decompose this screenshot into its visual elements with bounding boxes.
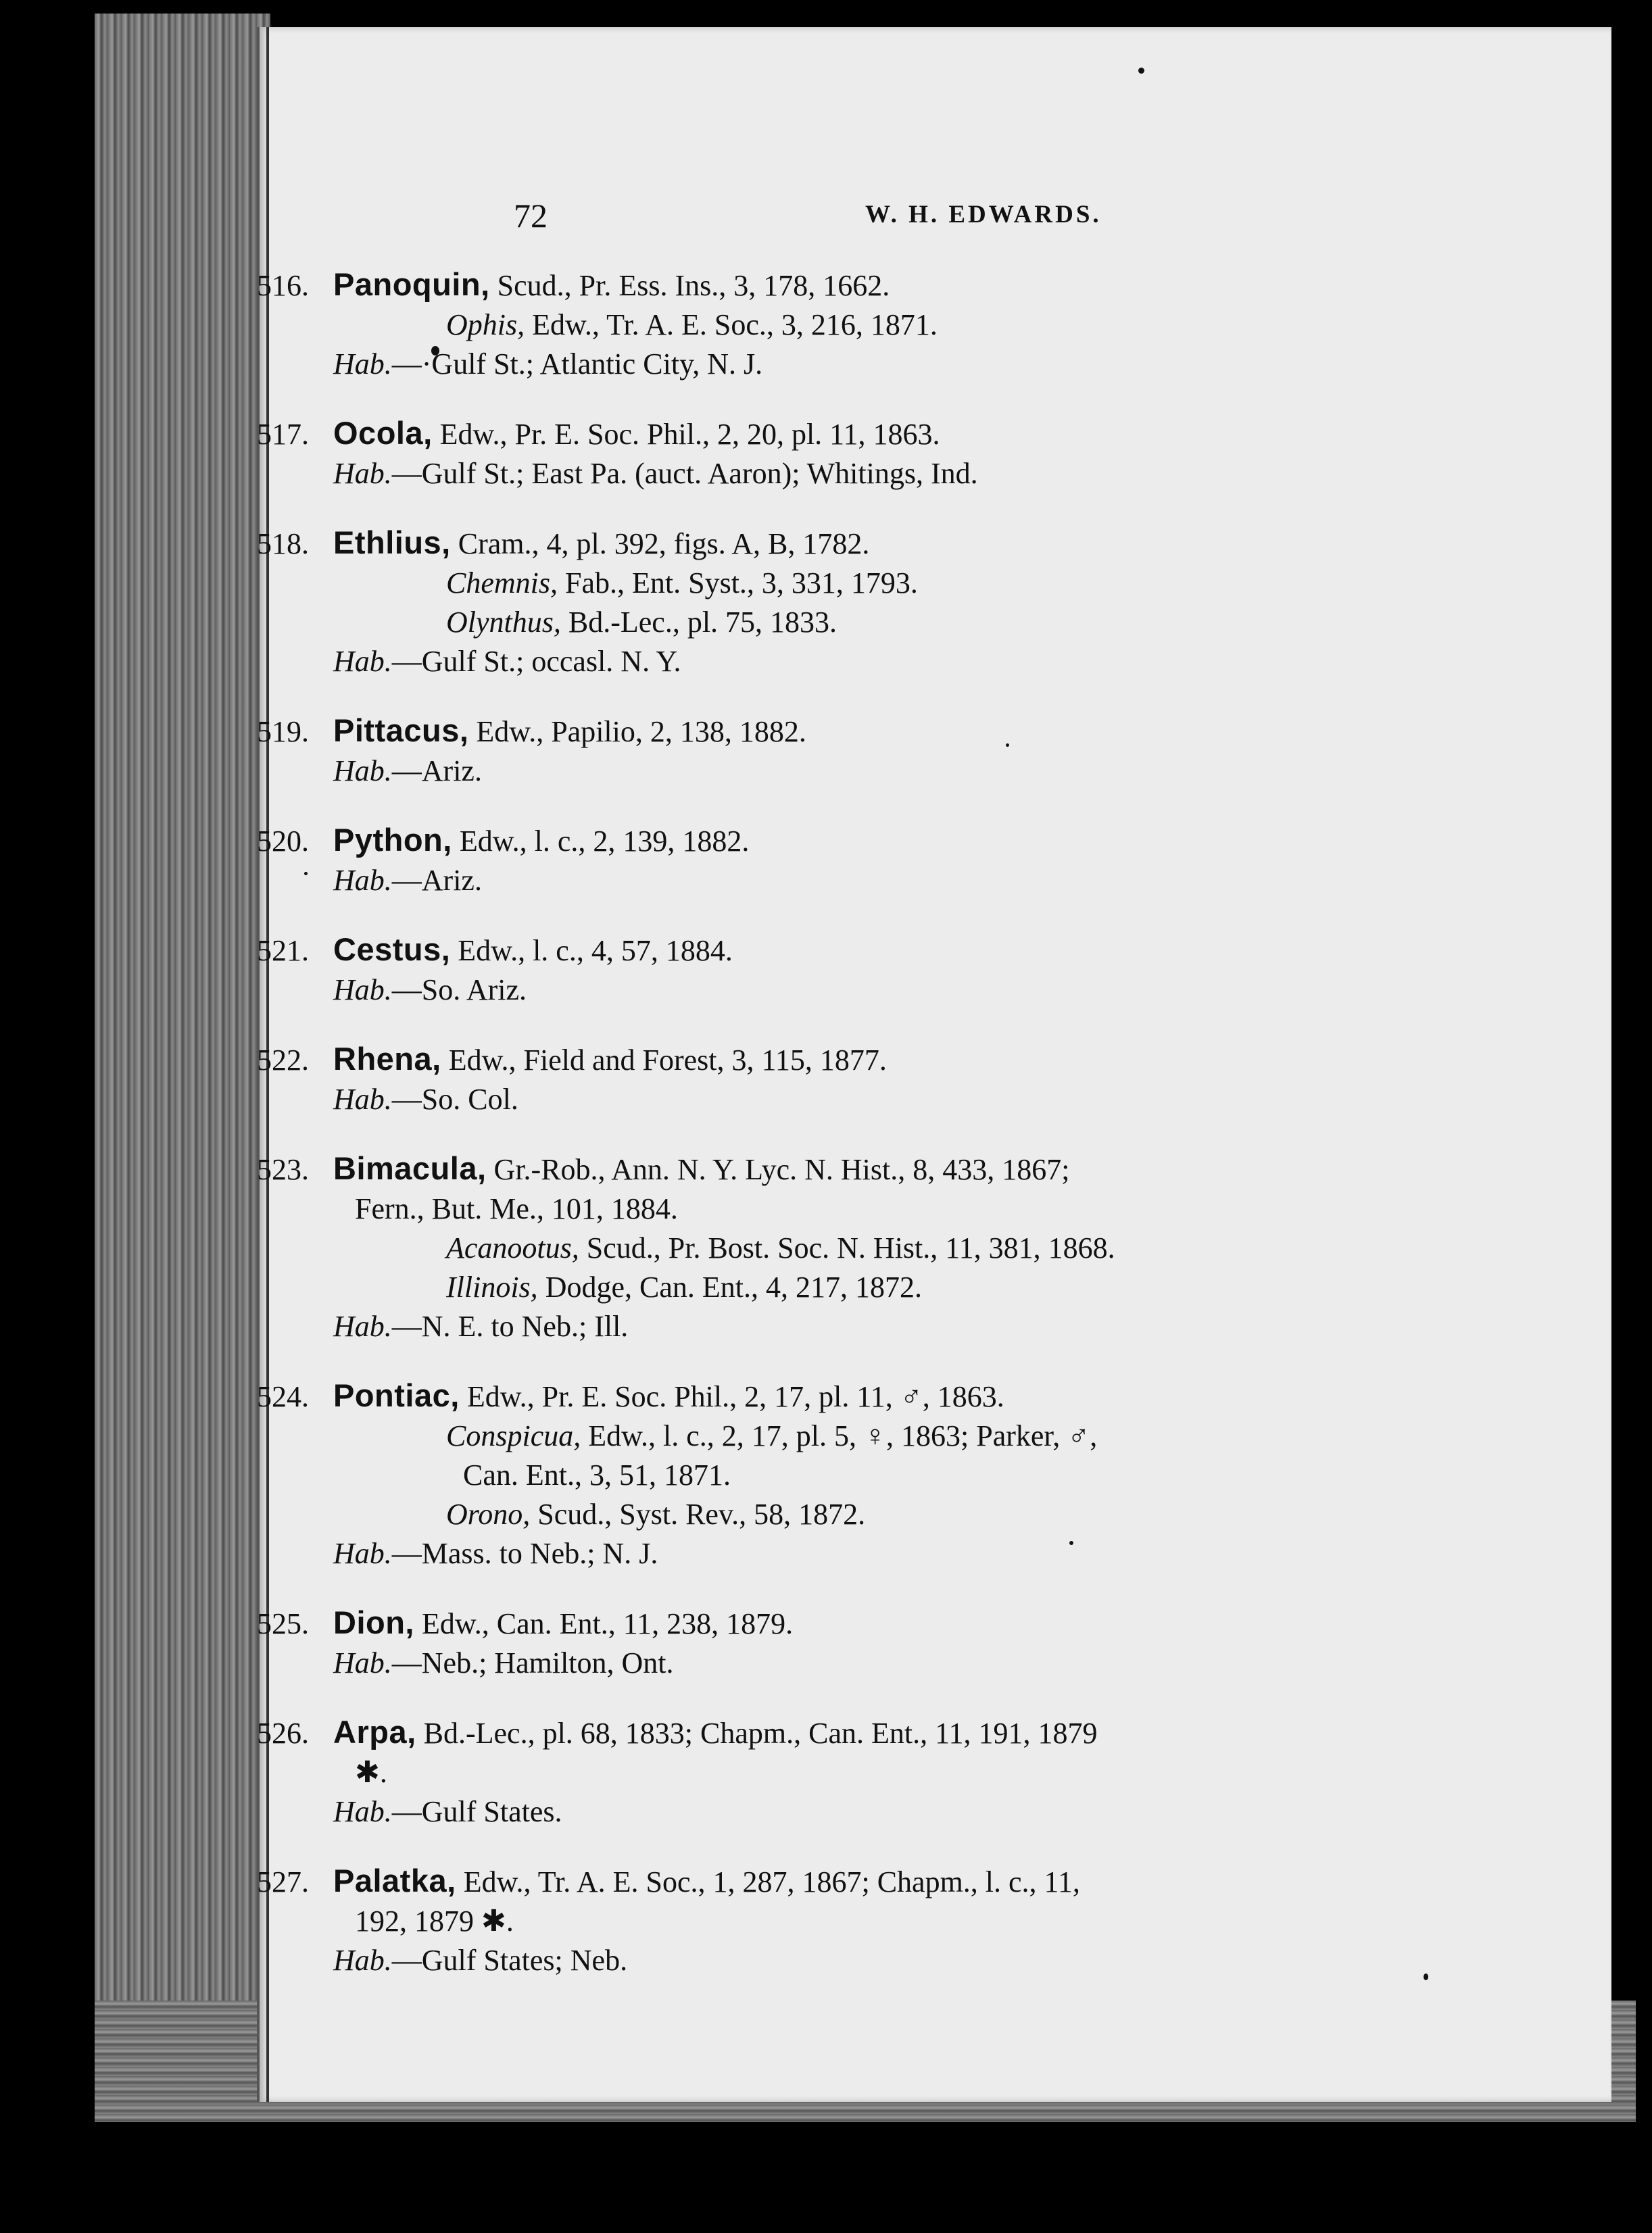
entry-number: 524. xyxy=(257,1380,309,1413)
species-name: Arpa, xyxy=(333,1714,416,1750)
species-entry xyxy=(257,820,1541,900)
entry-number: 527. xyxy=(257,1865,309,1898)
habitat-label: Hab. xyxy=(333,1310,392,1343)
habitat-text: —·Gulf St.; Atlantic City, N. J. xyxy=(391,347,763,381)
species-name: Cestus, xyxy=(333,931,451,967)
habitat-text: —Ariz. xyxy=(391,754,482,787)
synonym-citation: Bd.-Lec., pl. 75, 1833. xyxy=(560,606,837,639)
citation: Edw., Tr. A. E. Soc., 1, 287, 1867; Chapm., l. c., 11, xyxy=(456,1865,1080,1898)
species-name: Python, xyxy=(333,822,452,858)
citation: Edw., Pr. E. Soc. Phil., 2, 17, pl. 11, ♂, 1863. xyxy=(459,1380,1004,1413)
habitat-text: —N. E. to Neb.; Ill. xyxy=(391,1310,629,1343)
citation: Edw., Pr. E. Soc. Phil., 2, 20, pl. 11, 1863. xyxy=(432,418,940,451)
synonym-citation: Edw., Tr. A. E. Soc., 3, 216, 1871. xyxy=(525,308,938,341)
entry-number: 517. xyxy=(257,418,309,451)
habitat-label: Hab. xyxy=(333,973,392,1006)
synonym-name: Conspicua, xyxy=(446,1419,581,1452)
citation: Edw., l. c., 2, 139, 1882. xyxy=(452,825,750,858)
citation: Gr.-Rob., Ann. N. Y. Lyc. N. Hist., 8, 433, 1867; xyxy=(486,1153,1070,1186)
page-header xyxy=(257,196,1609,237)
species-entry xyxy=(257,1713,1541,1832)
species-entry xyxy=(257,414,1541,493)
habitat-label: Hab. xyxy=(333,645,392,678)
habitat-label: Hab. xyxy=(333,1795,392,1828)
entry-number: 522. xyxy=(257,1044,309,1077)
citation: Scud., Pr. Ess. Ins., 3, 178, 1662. xyxy=(489,269,890,302)
page-number: 72 xyxy=(514,197,548,235)
citation-continued: Fern., But. Me., 101, 1884. xyxy=(355,1192,678,1225)
habitat-label: Hab. xyxy=(333,864,392,897)
synonym-name: Acanootus, xyxy=(446,1231,579,1265)
citation: Edw., Can. Ent., 11, 238, 1879. xyxy=(414,1607,794,1640)
synonym-citation-continued: Can. Ent., 3, 51, 1871. xyxy=(463,1458,731,1492)
habitat-label: Hab. xyxy=(333,457,392,490)
synonym-name: Illinois, xyxy=(446,1271,538,1304)
habitat-label: Hab. xyxy=(333,1646,392,1679)
habitat-text: —Ariz. xyxy=(391,864,482,897)
entry-number: 526. xyxy=(257,1717,309,1750)
habitat-label: Hab. xyxy=(333,1944,392,1977)
species-entry xyxy=(257,1039,1541,1119)
citation: Edw., l. c., 4, 57, 1884. xyxy=(450,934,733,967)
entry-number: 519. xyxy=(257,715,309,748)
synonym-name: Ophis, xyxy=(446,308,525,341)
species-name: Pontiac, xyxy=(333,1377,460,1413)
habitat-label: Hab. xyxy=(333,347,392,381)
entry-number: 518. xyxy=(257,527,309,560)
citation-continued: 192, 1879 ✱. xyxy=(355,1905,514,1938)
species-name: Rhena, xyxy=(333,1041,441,1077)
synonym-citation: Fab., Ent. Syst., 3, 331, 1793. xyxy=(558,566,918,599)
running-head: W. H. EDWARDS. xyxy=(865,201,1102,228)
species-entry xyxy=(257,265,1541,384)
entry-number: 523. xyxy=(257,1153,309,1186)
habitat-text: —Mass. to Neb.; N. J. xyxy=(391,1537,658,1570)
habitat-text: —Gulf States; Neb. xyxy=(391,1944,628,1977)
citation: Cram., 4, pl. 392, figs. A, B, 1782. xyxy=(450,527,870,560)
species-name: Ocola, xyxy=(333,415,433,451)
species-entry xyxy=(257,1149,1541,1346)
citation: Bd.-Lec., pl. 68, 1833; Chapm., Can. Ent., 11, 191, 1879 xyxy=(416,1717,1098,1750)
synonym-name: Chemnis, xyxy=(446,566,558,599)
synonym-name: Olynthus, xyxy=(446,606,561,639)
species-name: Palatka, xyxy=(333,1863,456,1898)
entry-number: 520. xyxy=(257,825,309,858)
page-edge-stack xyxy=(95,14,270,2122)
synonym-citation: Dodge, Can. Ent., 4, 217, 1872. xyxy=(537,1271,922,1304)
citation: Edw., Field and Forest, 3, 115, 1877. xyxy=(441,1044,887,1077)
entry-number: 525. xyxy=(257,1607,309,1640)
habitat-text: —Gulf States. xyxy=(391,1795,562,1828)
habitat-text: —So. Ariz. xyxy=(391,973,527,1006)
species-entry xyxy=(257,930,1541,1010)
synonym-citation: Edw., l. c., 2, 17, pl. 5, ♀, 1863; Parker, ♂, xyxy=(581,1419,1098,1452)
habitat-text: —Gulf St.; East Pa. (auct. Aaron); Whitings, Ind. xyxy=(391,457,978,490)
synonym-citation: Scud., Syst. Rev., 58, 1872. xyxy=(530,1498,866,1531)
species-name: Bimacula, xyxy=(333,1150,487,1186)
citation-continued: ✱. xyxy=(355,1756,387,1789)
habitat-text: —So. Col. xyxy=(391,1083,518,1116)
species-list xyxy=(257,265,1541,2010)
species-name: Pittacus, xyxy=(333,712,469,748)
species-name: Panoquin, xyxy=(333,266,490,302)
entry-number: 516. xyxy=(257,269,309,302)
habitat-label: Hab. xyxy=(333,754,392,787)
species-name: Dion, xyxy=(333,1604,414,1640)
species-entry xyxy=(257,711,1541,791)
synonym-citation: Scud., Pr. Bost. Soc. N. Hist., 11, 381, 1868. xyxy=(579,1231,1115,1265)
species-entry xyxy=(257,1861,1541,1980)
citation: Edw., Papilio, 2, 138, 1882. xyxy=(468,715,806,748)
speck xyxy=(1138,68,1144,74)
species-entry xyxy=(257,1376,1541,1573)
species-name: Ethlius, xyxy=(333,524,451,560)
habitat-label: Hab. xyxy=(333,1083,392,1116)
habitat-text: —Neb.; Hamilton, Ont. xyxy=(391,1646,674,1679)
synonym-name: Orono, xyxy=(446,1498,531,1531)
species-entry xyxy=(257,523,1541,681)
habitat-text: —Gulf St.; occasl. N. Y. xyxy=(391,645,681,678)
habitat-label: Hab. xyxy=(333,1537,392,1570)
entry-number: 521. xyxy=(257,934,309,967)
species-entry xyxy=(257,1603,1541,1683)
